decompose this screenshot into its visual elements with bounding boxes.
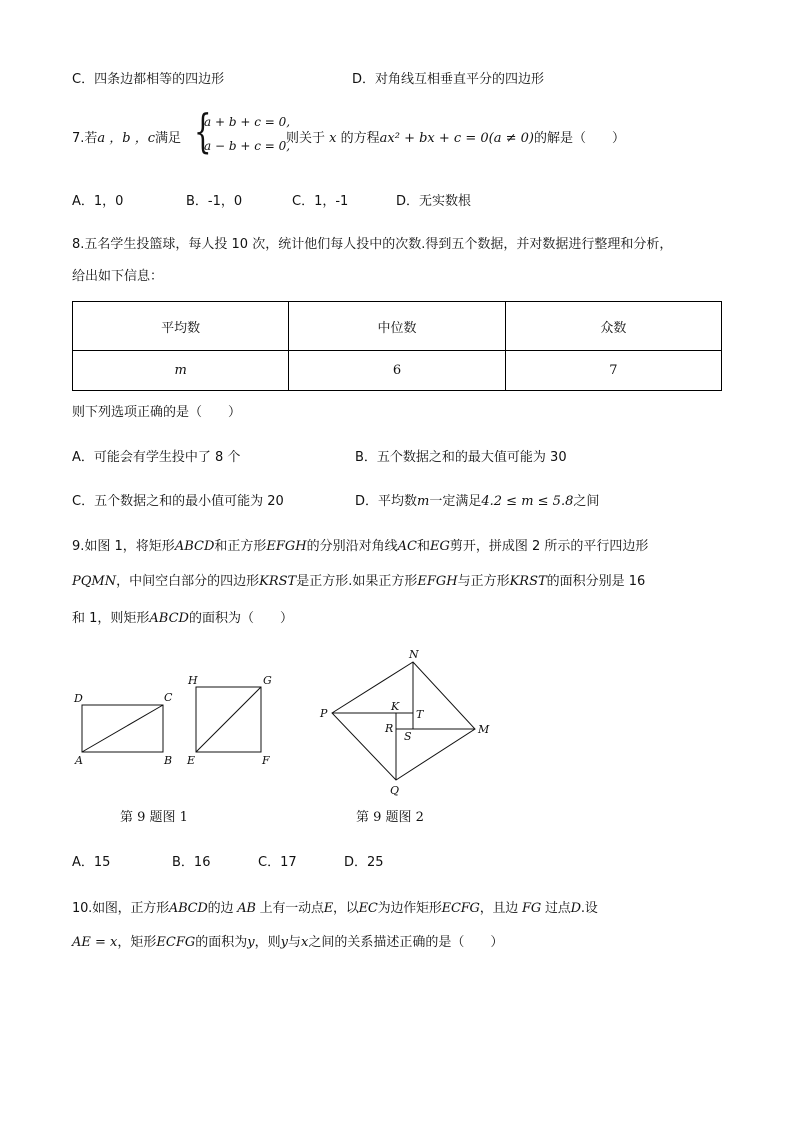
q8-stats-table [72, 301, 722, 391]
q7-eq1: a + b + c = 0, [204, 115, 291, 129]
table-cell-mean: m [73, 351, 289, 391]
table-row [73, 302, 722, 351]
label-d: D [74, 692, 83, 705]
label-k: K [391, 700, 400, 713]
label-s: S [404, 730, 412, 743]
label-c: C [164, 691, 173, 704]
q7-option-d: D．无实数根 [396, 194, 472, 209]
q7-option-a: A．1，0 [72, 194, 124, 209]
q7-system-brace: { [194, 104, 212, 158]
fig1-square-efgh [186, 674, 272, 767]
q10-stem-line2: AE = x，矩形ECFG的面积为y，则y与x之间的关系描述正确的是（ ） [72, 935, 504, 950]
q9-fig2-caption: 第 9 题图 2 [356, 810, 424, 825]
label-b: B [164, 754, 173, 767]
label-t: T [416, 708, 424, 721]
q7-eq2: a − b + c = 0, [204, 139, 291, 153]
q9-option-a: A．15 [72, 855, 111, 870]
q10-stem-line1: 10.如图，正方形ABCD的边 AB 上有一动点E，以EC为边作矩形ECFG，且边 FG 过点D.设 [72, 901, 598, 916]
q8-option-d: D．平均数m一定满足4.2 ≤ m ≤ 5.8之间 [355, 494, 600, 509]
q8-option-c: C．五个数据之和的最小值可能为 20 [72, 494, 284, 509]
label-f: F [262, 754, 270, 767]
table-header-mode: 众数 [505, 302, 721, 351]
label-g: G [263, 674, 272, 687]
q9-option-b: B．16 [172, 855, 211, 870]
q8-option-a: A．可能会有学生投中了 8 个 [72, 450, 241, 465]
table-row [73, 351, 722, 391]
table-header-mean: 平均数 [73, 302, 289, 351]
label-n: N [409, 648, 419, 661]
q9-stem-line1: 9.如图 1，将矩形ABCD和正方形EFGH的分别沿对角线AC和EG剪开，拼成图 2 所示的平行四边形 [72, 539, 649, 554]
q7-option-c: C．1，-1 [292, 194, 349, 209]
q9-stem-line2: PQMN，中间空白部分的四边形KRST是正方形.如果正方形EFGH与正方形KRST的面积分别是 16 [72, 574, 646, 589]
label-h: H [188, 674, 198, 687]
q9-option-d: D．25 [344, 855, 384, 870]
table-header-median: 中位数 [289, 302, 505, 351]
label-a: A [75, 754, 83, 767]
label-r: R [385, 722, 394, 735]
q6-option-c: C．四条边都相等的四边形 [72, 72, 225, 87]
label-q: Q [390, 784, 400, 797]
label-e: E [187, 754, 196, 767]
fig1-rectangle-abcd [73, 691, 173, 767]
table-cell-mode: 7 [505, 351, 721, 391]
q8-question: 则下列选项正确的是（ ） [72, 405, 242, 420]
fig2-parallelogram-pqmn [319, 648, 490, 797]
q7-option-b: B．-1，0 [186, 194, 243, 209]
q6-option-d: D．对角线互相垂直平分的四边形 [352, 72, 545, 87]
q7-stem-start: 7.若a ，b ，c满足 [72, 131, 182, 146]
q8-stem-line2: 给出如下信息： [72, 269, 164, 284]
table-cell-median: 6 [289, 351, 505, 391]
q7-stem-end: 则关于 x 的方程ax² + bx + c = 0(a ≠ 0)的解是（ ） [286, 131, 625, 146]
q8-option-b: B．五个数据之和的最大值可能为 30 [355, 450, 567, 465]
q9-option-c: C．17 [258, 855, 297, 870]
q8-stem-line1: 8.五名学生投篮球，每人投 10 次，统计他们每人投中的次数.得到五个数据，并对数据进行整理和分析， [72, 237, 673, 252]
label-p: P [320, 707, 328, 720]
q9-figures [60, 640, 520, 830]
label-m: M [478, 723, 490, 736]
q9-fig1-caption: 第 9 题图 1 [120, 810, 188, 825]
q9-stem-line3: 和 1，则矩形ABCD的面积为（ ） [72, 611, 293, 626]
